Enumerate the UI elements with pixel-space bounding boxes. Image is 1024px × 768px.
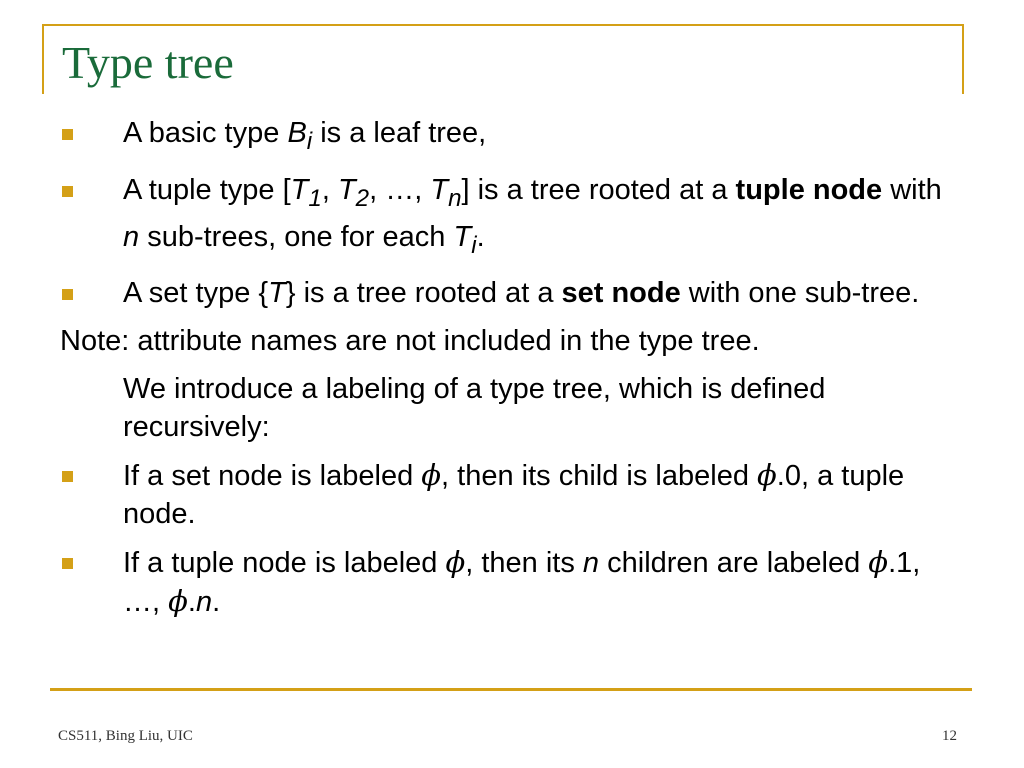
phi-symbol: ϕ (445, 545, 466, 580)
bullet-item-set-type (60, 274, 960, 312)
bullet-text: ] is a tree rooted at a (461, 173, 736, 206)
math-var: T (337, 173, 356, 206)
page-number: 12 (942, 728, 957, 744)
bold-term: tuple node (735, 173, 883, 206)
bullet-item-basic-type (60, 114, 960, 161)
math-var: T (453, 220, 472, 253)
math-var: T (430, 173, 449, 206)
bullet-text: . (212, 586, 221, 619)
math-subscript: 2 (355, 184, 370, 212)
math-var: n (582, 547, 600, 580)
intro-text: We introduce a labeling of a type tree, which is defined recursively: (123, 373, 826, 444)
bullet-text: A set type { (123, 277, 269, 310)
bullet-text: , (321, 173, 338, 206)
math-subscript: i (471, 231, 477, 259)
bold-term: set node (561, 277, 681, 310)
footer-credit: CS511, Bing Liu, UIC (58, 728, 193, 744)
frame-top-rule (42, 24, 964, 26)
math-var: n (195, 586, 213, 619)
slide-title: Type tree (62, 37, 234, 88)
frame-left-rule (42, 24, 44, 94)
bullet-text: . (476, 220, 485, 253)
phi-symbol: ϕ (757, 458, 777, 493)
bullet-item-set-label (60, 456, 960, 533)
phi-symbol: ϕ (421, 458, 442, 493)
bullet-text: , …, (369, 173, 431, 206)
math-var: T (290, 173, 309, 206)
math-subscript: 1 (308, 184, 322, 212)
square-bullet-icon (62, 471, 73, 482)
bullet-text: } is a tree rooted at a (285, 277, 562, 310)
square-bullet-icon (62, 186, 73, 197)
bullet-text: , then its child is labeled (441, 460, 758, 493)
square-bullet-icon (62, 289, 73, 300)
bullet-text: If a set node is labeled (123, 460, 422, 493)
bullet-text: A basic type (123, 117, 288, 149)
math-var: T (268, 277, 286, 310)
bullet-item-tuple-type (60, 171, 960, 265)
bullet-text: .1, …, (123, 547, 921, 619)
square-bullet-icon (62, 129, 73, 140)
frame-right-rule (962, 24, 964, 94)
bullet-item-tuple-label (60, 543, 960, 621)
bullet-text: is a leaf tree, (312, 117, 487, 149)
math-var: n (123, 220, 140, 253)
note-text: Note: attribute names are not included in the type tree. (60, 325, 760, 358)
bullet-text: , then its (465, 547, 583, 580)
slide-content (60, 114, 960, 631)
phi-symbol: ϕ (868, 545, 889, 580)
bullet-text: .0, a tuple node. (123, 460, 905, 531)
math-var: B (287, 117, 307, 149)
math-subscript: i (306, 127, 313, 155)
bullet-text: children are labeled (599, 547, 869, 580)
math-subscript: n (448, 184, 462, 212)
bullet-text: . (187, 586, 196, 619)
footer-rule (50, 688, 972, 691)
phi-symbol: ϕ (168, 584, 188, 619)
bullet-text: sub-trees, one for each (139, 220, 454, 253)
bullet-text: A tuple type [ (123, 173, 291, 206)
bullet-text: with one sub-tree. (680, 277, 920, 310)
bullet-text: with (882, 173, 942, 206)
square-bullet-icon (62, 558, 73, 569)
bullet-text: If a tuple node is labeled (123, 547, 446, 580)
